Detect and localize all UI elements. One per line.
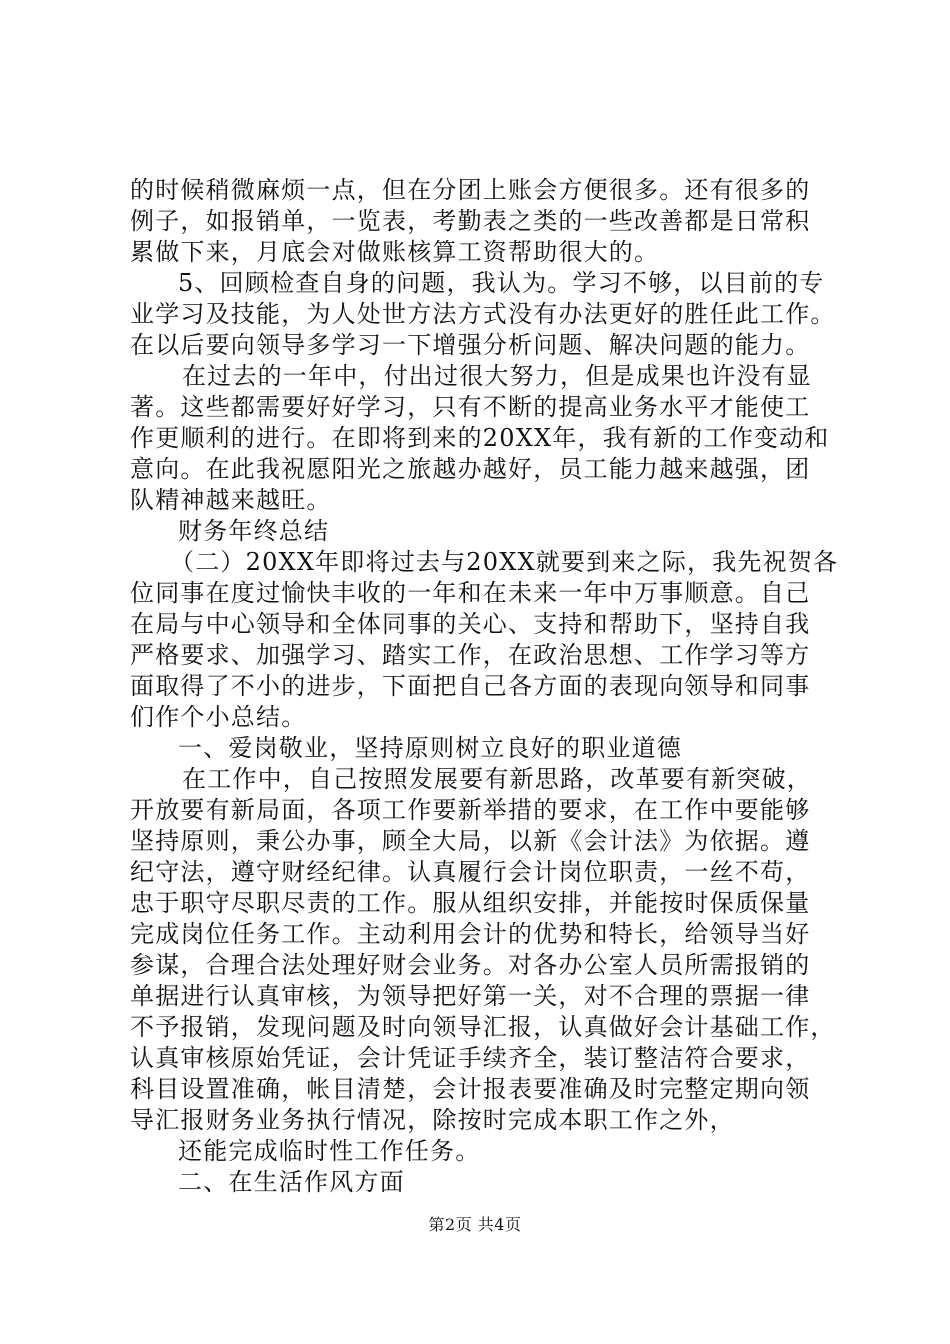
text-line: 坚持原则，秉公办事，顾全大局，以新《会计法》为依据。遵 (130, 827, 811, 855)
text-line: 在局与中心领导和全体同事的关心、支持和帮助下，坚持自我 (130, 610, 811, 638)
text-line: 5、回顾检查自身的问题，我认为。学习不够，以目前的专 (178, 269, 825, 297)
text-line: （二）20XX年即将过去与20XX就要到来之际，我先祝贺各 (170, 548, 839, 576)
text-line: 们作个小总结。 (130, 703, 307, 731)
text-line: 业学习及技能，为人处世方法方式没有办法更好的胜任此工作。 (130, 300, 836, 328)
text-line: 在过去的一年中，付出过很大努力，但是成果也许没有显 (182, 362, 812, 390)
text-line: 导汇报财务业务执行情况，除按时完成本职工作之外， (130, 1106, 735, 1134)
text-line: 完成岗位任务工作。主动利用会计的优势和特长，给领导当好 (130, 920, 811, 948)
text-line: 位同事在度过愉快丰收的一年和在未来一年中万事顺意。自己 (130, 579, 811, 607)
text-line: 不予报销，发现问题及时向领导汇报，认真做好会计基础工作， (130, 1013, 836, 1041)
text-line: 著。这些都需要好好学习，只有不断的提高业务水平才能使工 (130, 393, 811, 421)
text-line: 面取得了不小的进步，下面把自己各方面的表现向领导和同事 (130, 672, 811, 700)
text-line: 在工作中，自己按照发展要有新思路，改革要有新突破， (182, 765, 812, 793)
text-line: 还能完成临时性工作任务。 (178, 1137, 481, 1165)
text-line: 严格要求、加强学习、踏实工作，在政治思想、工作学习等方 (130, 641, 811, 669)
section-heading: 二、在生活作风方面 (178, 1168, 405, 1196)
text-line: 累做下来，月底会对做账核算工资帮助很大的。 (130, 238, 660, 266)
text-line: 单据进行认真审核，为领导把好第一关，对不合理的票据一律 (130, 982, 811, 1010)
text-line: 科目设置准确，帐目清楚，会计报表要准确及时完整定期向领 (130, 1075, 811, 1103)
text-line: 纪守法，遵守财经纪律。认真履行会计岗位职责，一丝不苟， (130, 858, 811, 886)
text-line: 队精神越来越旺。 (130, 486, 332, 514)
section-heading: 一、爱岗敬业，坚持原则树立良好的职业道德 (178, 734, 682, 762)
text-line: 意向。在此我祝愿阳光之旅越办越好，员工能力越来越强，团 (130, 455, 811, 483)
text-line: 在以后要向领导多学习一下增强分析问题、解决问题的能力。 (130, 331, 811, 359)
page-number-footer: 第2页 共4页 (428, 1215, 522, 1234)
section-heading: 财务年终总结 (178, 517, 330, 545)
text-line: 参谋，合理合法处理好财会业务。对各办公室人员所需报销的 (130, 951, 811, 979)
text-line: 的时候稍微麻烦一点，但在分团上账会方便很多。还有很多的 (130, 176, 811, 204)
text-line: 忠于职守尽职尽责的工作。服从组织安排，并能按时保质保量 (130, 889, 811, 917)
text-line: 开放要有新局面，各项工作要新举措的要求，在工作中要能够 (130, 796, 811, 824)
text-line: 例子，如报销单，一览表，考勤表之类的一些改善都是日常积 (130, 207, 811, 235)
text-line: 作更顺利的进行。在即将到来的20XX年，我有新的工作变动和 (130, 424, 830, 452)
text-line: 认真审核原始凭证，会计凭证手续齐全，装订整洁符合要求， (130, 1044, 811, 1072)
